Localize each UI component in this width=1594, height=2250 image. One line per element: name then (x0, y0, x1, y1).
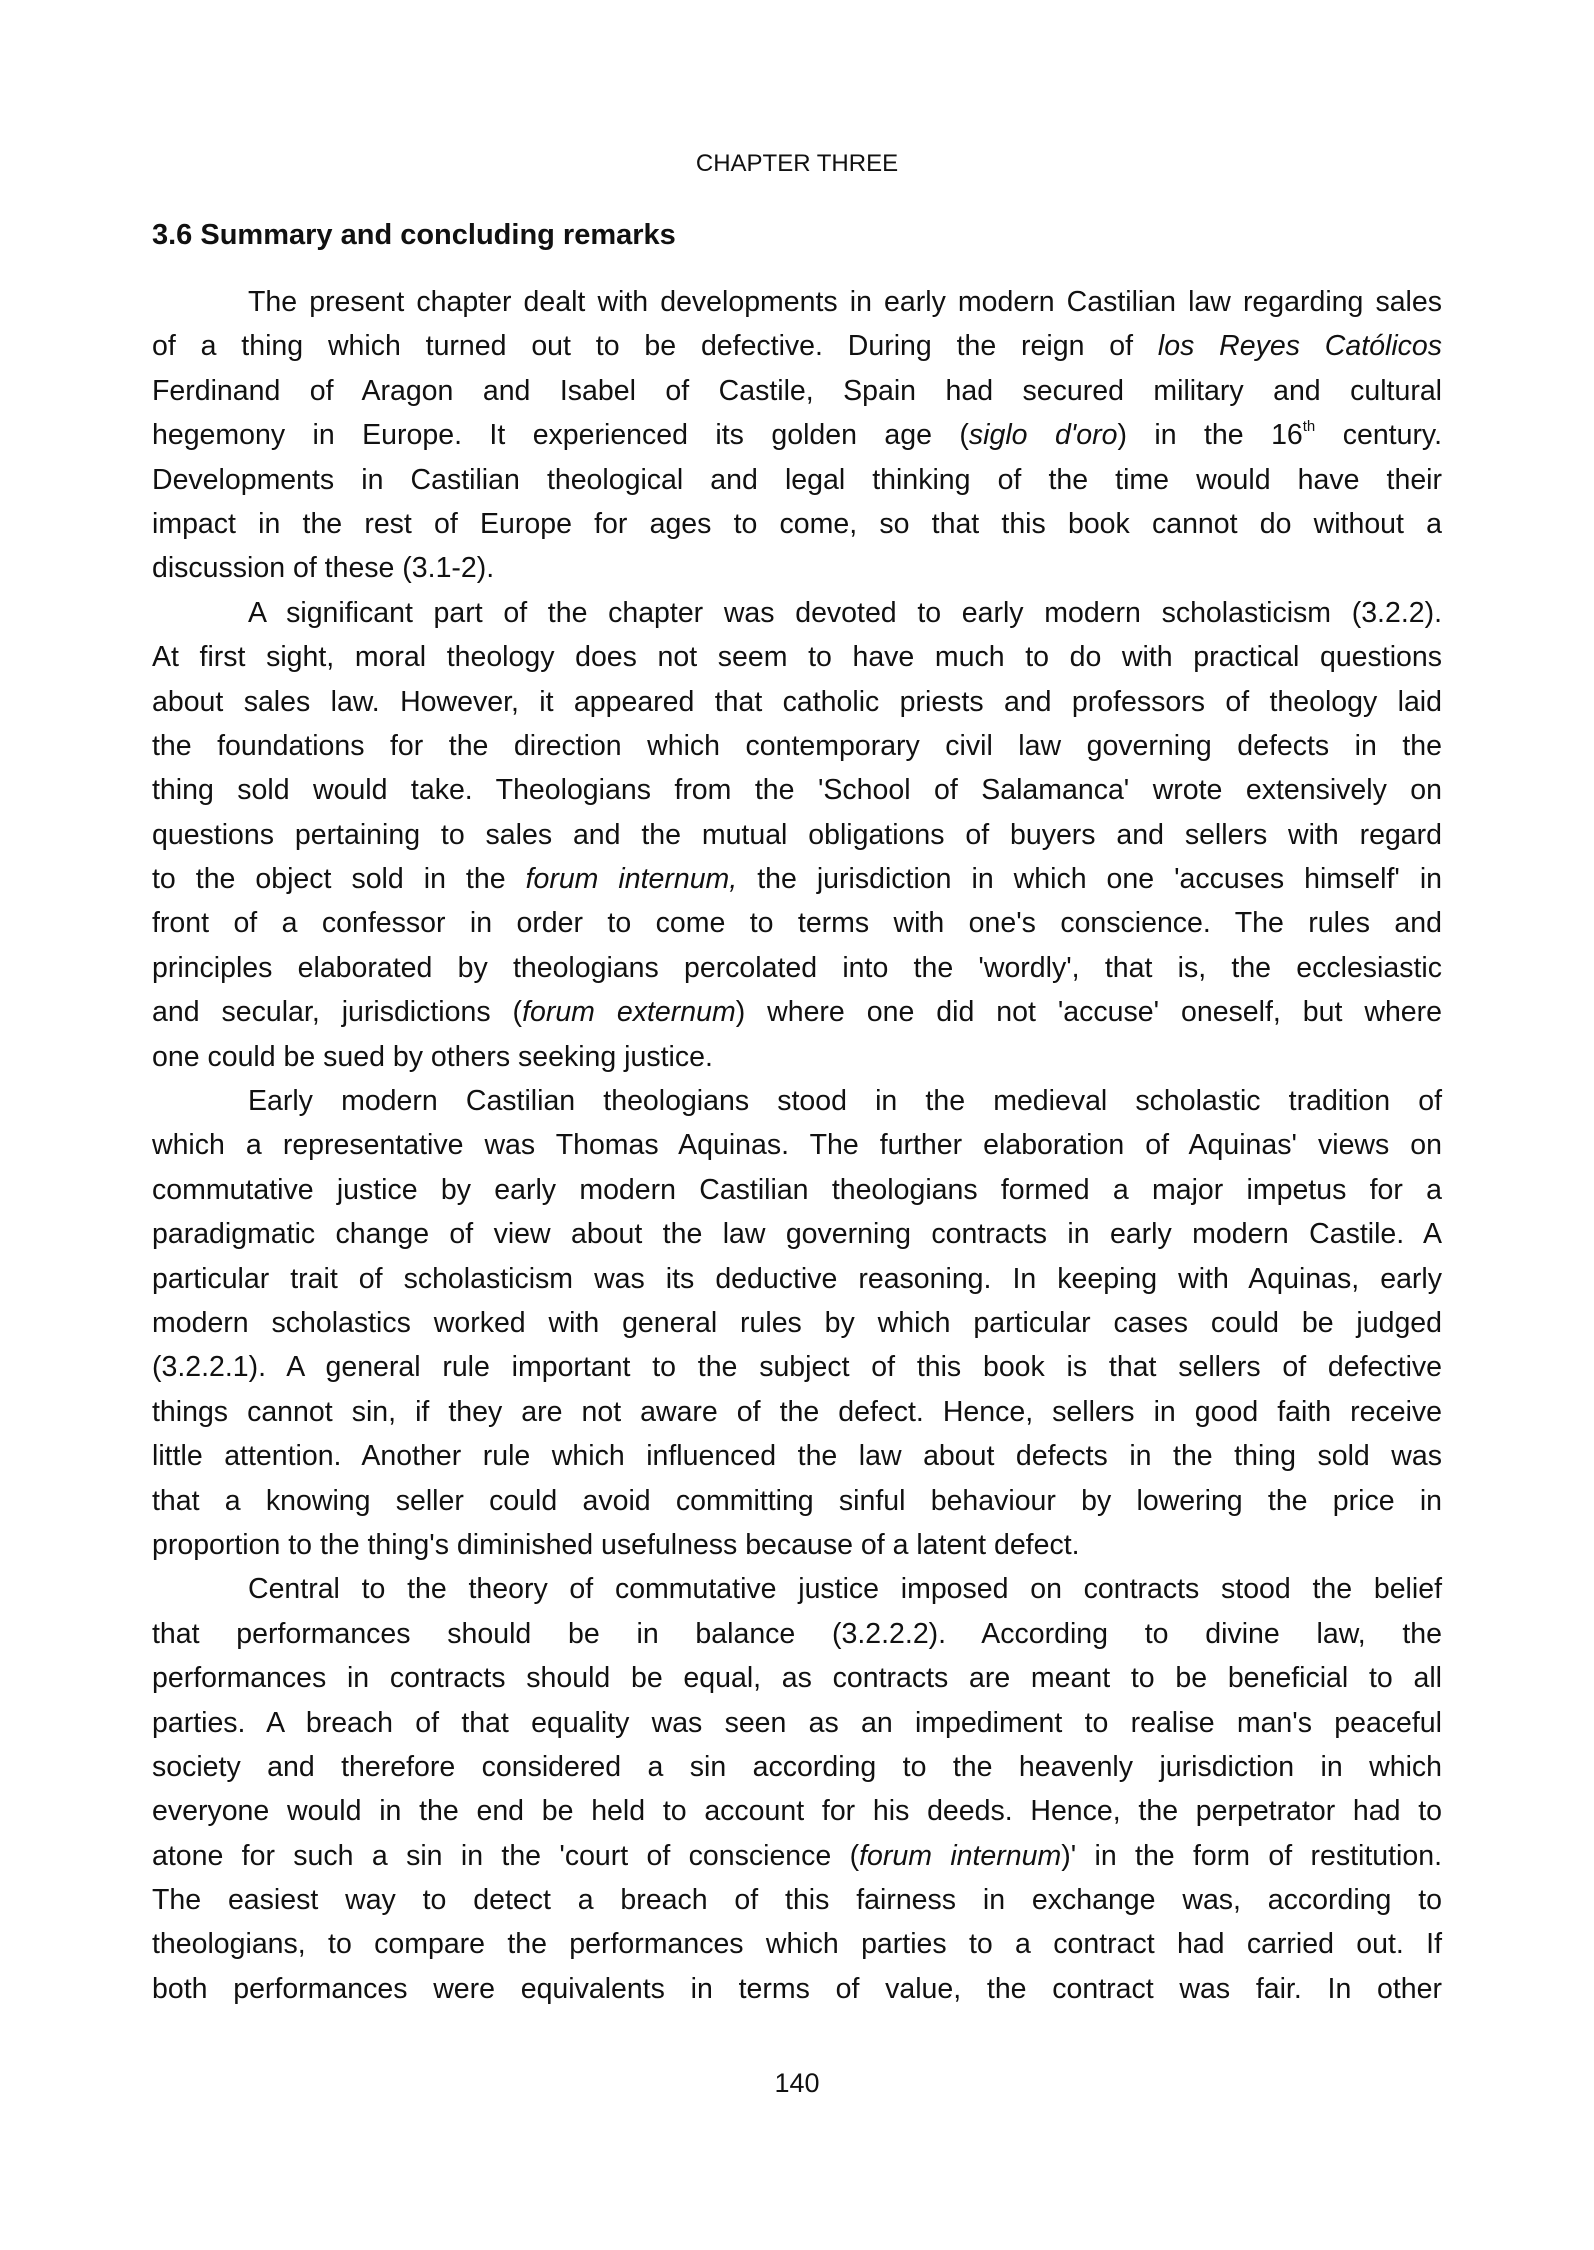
text-run: discussion of these (3.1-2). (152, 552, 495, 585)
text-run: hegemony in Europe. It experienced its golden age ( (152, 419, 969, 452)
text-run: the jurisdiction in which one 'accuses himself' in (737, 863, 1442, 896)
text-line (152, 1079, 1442, 1123)
text-run: paradigmatic change of view about the law governing contracts in early modern Castile. A (152, 1218, 1442, 1251)
italic-text: forum internum, (525, 863, 738, 896)
text-line (152, 1612, 1442, 1656)
text-line (152, 635, 1442, 679)
text-run: modern scholastics worked with general rules by which particular cases could be judged (152, 1306, 1442, 1339)
text-run: theologians, to compare the performances which parties to a contract had carried out. If (152, 1928, 1442, 1961)
text-run: particular trait of scholasticism was its deductive reasoning. In keeping with Aquinas, early (152, 1262, 1442, 1295)
text-line (152, 1212, 1442, 1256)
text-line (152, 1967, 1442, 2011)
text-line (152, 1035, 1442, 1079)
text-run: parties. A breach of that equality was seen as an impediment to realise man's peaceful (152, 1706, 1442, 1739)
text-line (152, 502, 1442, 546)
text-line (152, 1523, 1442, 1567)
text-line (152, 546, 1442, 590)
text-run: Developments in Castilian theological and legal thinking of the time would have their (152, 463, 1442, 496)
text-run: society and therefore considered a sin according to the heavenly jurisdiction in which (152, 1750, 1442, 1783)
text-run: ) where one did not 'accuse' oneself, but where (735, 996, 1442, 1029)
text-line (152, 1745, 1442, 1789)
text-line (152, 1390, 1442, 1434)
text-run: performances in contracts should be equal, as contracts are meant to be beneficial to all (152, 1662, 1442, 1695)
text-line (152, 1168, 1442, 1212)
text-run: The present chapter dealt with developments in early modern Castilian law regarding sales (248, 286, 1442, 318)
text-run: Central to the theory of commutative justice imposed on contracts stood the belief (248, 1573, 1442, 1606)
text-run: impact in the rest of Europe for ages to come, so that this book cannot do without a (152, 507, 1442, 540)
text-line (152, 369, 1442, 413)
text-run: principles elaborated by theologians percolated into the 'wordly', that is, the ecclesiastic (152, 951, 1442, 984)
text-line (152, 591, 1442, 635)
superscript: th (1302, 418, 1316, 436)
text-line (152, 1701, 1442, 1745)
paragraph (152, 591, 1442, 1079)
text-line (152, 458, 1442, 502)
text-line (152, 1789, 1442, 1833)
body-text (152, 280, 1442, 2011)
text-run: one could be sued by others seeking justice. (152, 1040, 713, 1073)
text-line (152, 1479, 1442, 1523)
text-run: things cannot sin, if they are not aware of the defect. Hence, sellers in good faith receive (152, 1395, 1442, 1428)
text-run: that a knowing seller could avoid committing sinful behaviour by lowering the price in (152, 1484, 1442, 1517)
text-line (152, 1123, 1442, 1167)
text-run: )' in the form of restitution. (1061, 1839, 1442, 1872)
text-line (152, 768, 1442, 812)
paragraph (152, 280, 1442, 591)
text-run: questions pertaining to sales and the mutual obligations of buyers and sellers with regard (152, 818, 1442, 851)
text-line (152, 413, 1442, 457)
section-heading: 3.6 Summary and concluding remarks (152, 219, 676, 251)
text-run: commutative justice by early modern Castilian theologians formed a major impetus for a (152, 1173, 1442, 1206)
text-line (152, 946, 1442, 990)
italic-text: siglo d'oro (968, 419, 1118, 452)
text-run: little attention. Another rule which influenced the law about defects in the thing sold was (152, 1440, 1442, 1473)
text-run: which a representative was Thomas Aquinas. The further elaboration of Aquinas' views on (152, 1129, 1442, 1162)
text-run: about sales law. However, it appeared that catholic priests and professors of theology laid (152, 685, 1442, 718)
text-run: to the object sold in the (152, 863, 526, 896)
running-header: CHAPTER THREE (695, 150, 899, 177)
text-run: proportion to the thing's diminished usefulness because of a latent defect. (152, 1528, 1080, 1561)
text-line (152, 813, 1442, 857)
paragraph (152, 1079, 1442, 1567)
text-run: Ferdinand of Aragon and Isabel of Castile, Spain had secured military and cultural (152, 374, 1442, 407)
text-run: A significant part of the chapter was devoted to early modern scholasticism (3.2.2). (248, 596, 1442, 629)
text-line (152, 901, 1442, 945)
text-run: atone for such a sin in the 'court of conscience ( (152, 1839, 860, 1872)
italic-text: los Reyes Católicos (1157, 330, 1443, 363)
text-run: Early modern Castilian theologians stood in the medieval scholastic tradition of (248, 1085, 1442, 1118)
text-line (152, 1257, 1442, 1301)
text-line (152, 324, 1442, 368)
italic-text: forum externum (522, 996, 736, 1029)
text-run: the foundations for the direction which contemporary civil law governing defects in the (152, 729, 1442, 762)
text-run: At first sight, moral theology does not seem to have much to do with practical questions (152, 641, 1442, 674)
text-run: (3.2.2.1). A general rule important to the subject of this book is that sellers of defective (152, 1351, 1442, 1384)
text-run: and secular, jurisdictions ( (152, 996, 523, 1029)
page-number: 140 (774, 2068, 820, 2098)
text-line (152, 1301, 1442, 1345)
paragraph (152, 1567, 1442, 2011)
text-run: century. (1315, 419, 1442, 452)
text-line (152, 1922, 1442, 1966)
text-line (152, 1345, 1442, 1389)
text-run: The easiest way to detect a breach of this fairness in exchange was, according to (152, 1884, 1442, 1917)
text-line (152, 280, 1442, 324)
text-line (152, 1567, 1442, 1611)
text-line (152, 1656, 1442, 1700)
italic-text: forum internum (859, 1839, 1062, 1872)
text-line (152, 1878, 1442, 1922)
text-line (152, 1434, 1442, 1478)
text-run: thing sold would take. Theologians from the 'School of Salamanca' wrote extensively on (152, 774, 1442, 807)
text-run: ) in the 16 (1117, 419, 1303, 452)
text-run: that performances should be in balance (3.2.2.2). According to divine law, the (152, 1617, 1442, 1650)
text-run: of a thing which turned out to be defective. During the reign of (152, 330, 1158, 363)
text-run: everyone would in the end be held to account for his deeds. Hence, the perpetrator had to (152, 1795, 1442, 1828)
text-line (152, 680, 1442, 724)
text-line (152, 990, 1442, 1034)
text-run: front of a confessor in order to come to terms with one's conscience. The rules and (152, 907, 1442, 940)
text-run: both performances were equivalents in terms of value, the contract was fair. In other (152, 1972, 1442, 2005)
text-line (152, 724, 1442, 768)
text-line (152, 857, 1442, 901)
text-line (152, 1834, 1442, 1878)
